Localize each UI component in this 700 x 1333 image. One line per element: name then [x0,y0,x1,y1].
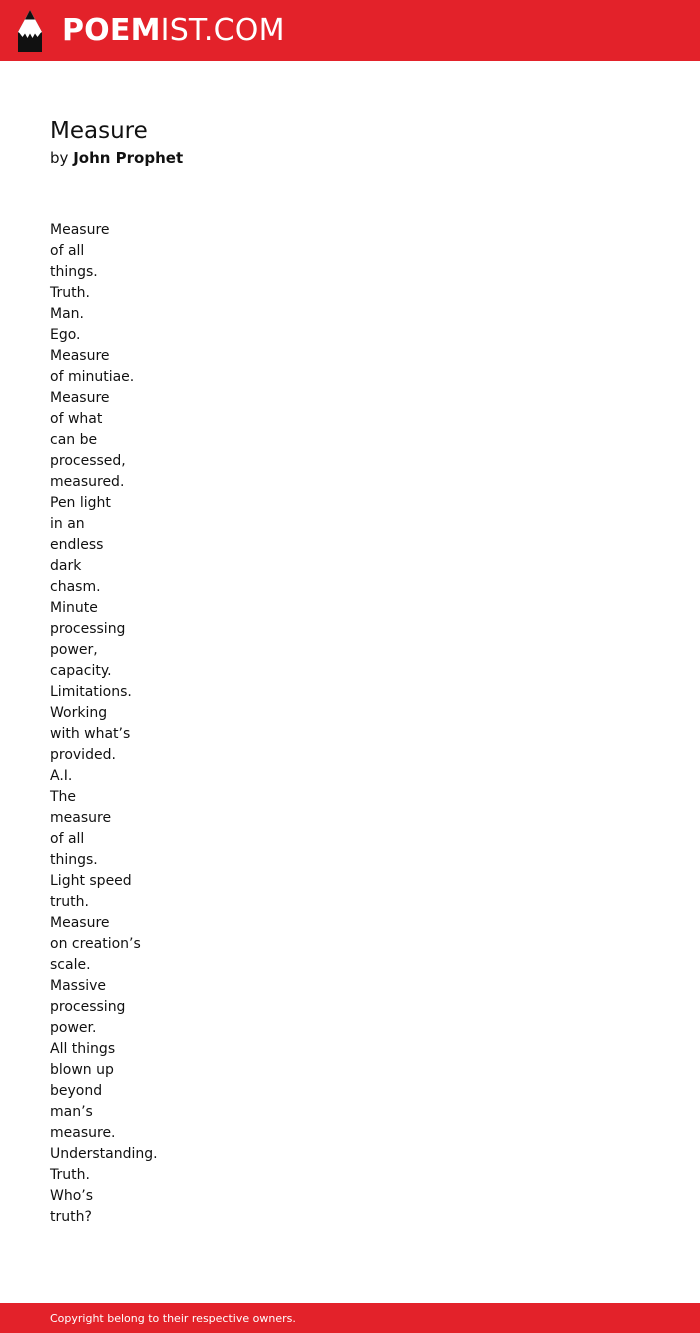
poem-line: Limitations. [50,684,132,700]
poem-line: processed, [50,453,126,469]
poem-line: All things [50,1041,116,1057]
poem-line: Ego. [50,327,81,343]
poem-line: dark [50,558,82,574]
poem-line: The [50,789,77,805]
poem-line: man’s [50,1104,93,1120]
poem-line: power, [50,642,98,658]
poem-line: things. [50,264,98,280]
poem-line: power. [50,1020,97,1036]
site-logo-link[interactable] [18,0,285,61]
poem-content [50,116,650,1228]
poem-line: measure. [50,1125,116,1141]
poem-line: scale. [50,957,91,973]
poem-line: Truth. [50,1167,90,1183]
poem-line: Light speed [50,873,132,889]
copyright-text: Copyright belong to their respective owners. [50,1311,296,1325]
poem-title: Measure [50,118,148,144]
poem-line: things. [50,852,98,868]
site-header [0,0,700,61]
site-logo-text [62,12,285,48]
poem-line: Truth. [50,285,90,301]
poem-line: Measure [50,915,110,931]
poem-line: Massive [50,978,107,994]
pencil-icon [18,10,42,52]
poem-line: A.I. [50,768,73,784]
poem-line: provided. [50,747,116,763]
poem-body [50,220,650,1228]
poem-line: chasm. [50,579,101,595]
poem-line: measured. [50,474,125,490]
poem-line: beyond [50,1083,103,1099]
byline-prefix: by [50,149,69,167]
poem-line: Measure [50,348,110,364]
poem-line: Man. [50,306,84,322]
poem-line: of all [50,243,85,259]
logo-text-bold: POEM [62,12,161,48]
poem-line: on creation’s [50,936,141,952]
poem-line: of minutiae. [50,369,135,385]
site-footer [0,1303,700,1333]
poem-line: can be [50,432,98,448]
poem-line: Measure [50,390,110,406]
poem-line: Pen light [50,495,111,511]
poem-line: Understanding. [50,1146,158,1162]
poem-line: capacity. [50,663,112,679]
poem-line: Minute [50,600,98,616]
poem-line: of all [50,831,85,847]
poem-line: endless [50,537,104,553]
poem-line: Who’s [50,1188,94,1204]
poem-line: in an [50,516,85,532]
poem-line: processing [50,621,126,637]
poem-line: measure [50,810,112,826]
poem-line: with what’s [50,726,131,742]
author-name: John Prophet [73,149,184,167]
logo-text-light: IST.COM [160,12,285,48]
poem-line: truth? [50,1209,92,1225]
byline [50,147,650,169]
poem-line: Working [50,705,108,721]
poem-line: of what [50,411,103,427]
poem-line: Measure [50,222,110,238]
poem-line: truth. [50,894,89,910]
poem-line: processing [50,999,126,1015]
poem-line: blown up [50,1062,114,1078]
